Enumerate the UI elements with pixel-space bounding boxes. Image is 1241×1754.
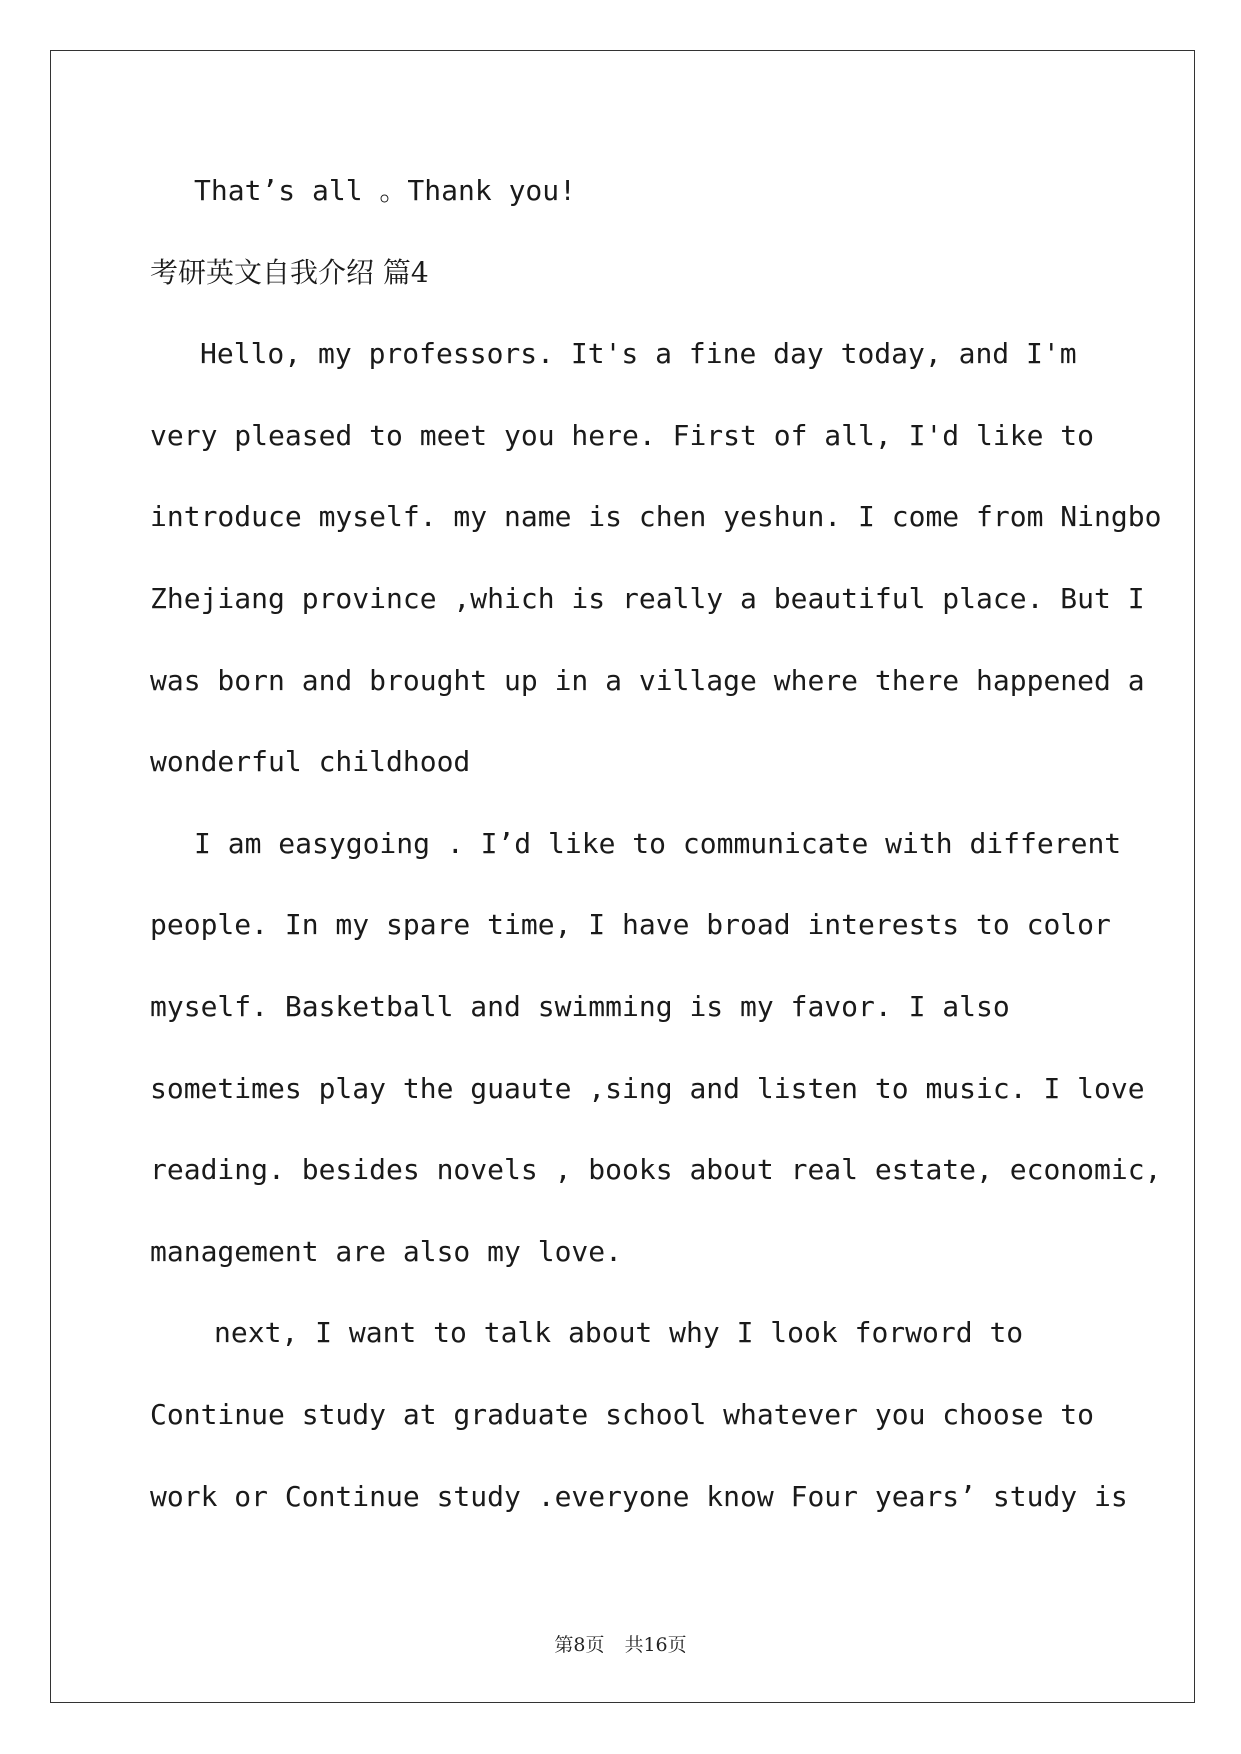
p1-line-2: very pleased to meet you here. First of all, I'd like to	[150, 418, 1095, 452]
p1-line-1: Hello, my professors. It's a fine day today, and I'm	[200, 337, 1077, 371]
document-body	[150, 150, 1162, 1537]
page-number: 第8页	[554, 1634, 605, 1656]
p2-line-6: management are also my love.	[150, 1234, 623, 1268]
p2-line-3: myself. Basketball and swimming is my favor. I also	[150, 989, 1010, 1023]
paragraph-3	[150, 1292, 1128, 1537]
p1-line-5: was born and brought up in a village where there happened a	[150, 663, 1145, 697]
closing-paragraph	[150, 150, 1090, 232]
page-total: 共16页	[624, 1634, 687, 1656]
paragraph-2	[150, 803, 1162, 1293]
p1-line-3: introduce myself. my name is chen yeshun. I come from Ningbo	[150, 500, 1162, 534]
p1-line-6: wonderful childhood	[150, 745, 471, 779]
p2-line-1: I am easygoing . I’d like to communicate with different	[194, 826, 1122, 860]
section-heading: 考研英文自我介绍 篇4	[150, 255, 429, 289]
page-footer	[0, 1630, 1241, 1657]
p1-line-4: Zhejiang province ,which is really a beautiful place. But I	[150, 581, 1145, 615]
closing-line: That’s all 。Thank you!	[194, 174, 577, 207]
paragraph-1	[150, 313, 1162, 803]
p2-line-2: people. In my spare time, I have broad interests to color	[150, 908, 1111, 942]
p3-line-3: work or Continue study .everyone know Four years’ study is	[150, 1479, 1128, 1513]
p3-line-2: Continue study at graduate school whatever you choose to	[150, 1397, 1095, 1431]
p2-line-4: sometimes play the guaute ,sing and listen to music. I love	[150, 1071, 1145, 1105]
p2-line-5: reading. besides novels , books about real estate, economic,	[150, 1153, 1162, 1187]
p3-line-1: next, I want to talk about why I look forword to	[214, 1316, 1024, 1350]
